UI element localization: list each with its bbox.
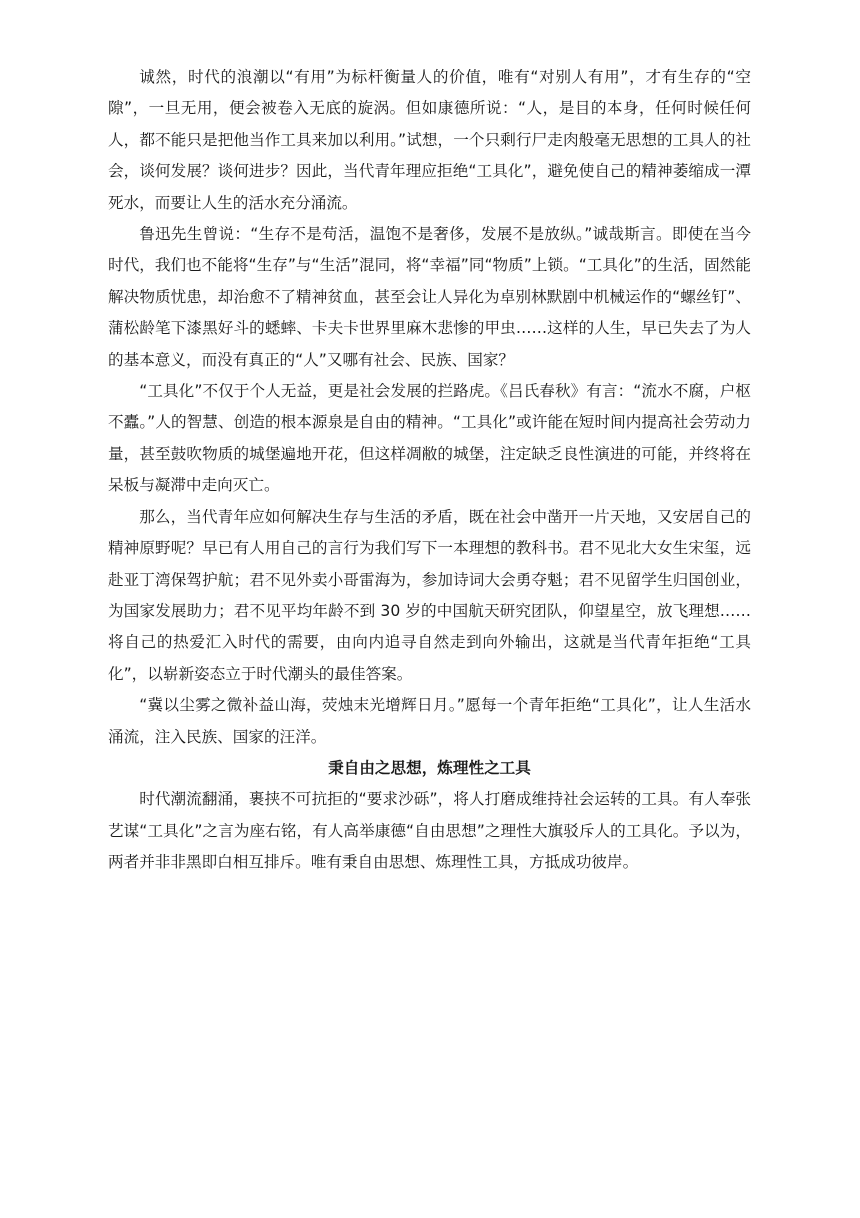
paragraph-instrumental-value: 诚然，时代的浪潮以“有用”为标杆衡量人的价值，唯有“对别人有用”，才有生存的“空隙”，一旦无用，便会被卷入无底的旋涡。但如康德所说：“人，是目的本身，任何时候任何人，都不能只是把他当作工具来加以利用。”试想，一个只剩行尸走肉般毫无思想的工具人的社会，谈何发展？谈何进步？因此，当代青年理应拒绝“工具化”，避免使自己的精神萎缩成一潭死水，而要让人生的活水充分涌流。 [108, 68, 751, 212]
paragraph-conclusion: “冀以尘雾之微补益山海，荧烛末光增辉日月。”愿每一个青年拒绝“工具化”，让人生活水涌流，注入民族、国家的汪洋。 [108, 696, 751, 746]
paragraph-social-obstacle: “工具化”不仅于个人无益，更是社会发展的拦路虎。《吕氏春秋》有言：“流水不腐，户枢不蠹。”人的智慧、创造的根本源泉是自由的精神。“工具化”或许能在短时间内提高社会劳动力量，甚至鼓吹物质的城堡遍地开花，但这样凋敝的城堡，注定缺乏良性演进的可能，并终将在呆板与凝滞中走向灭亡。 [108, 382, 751, 495]
paragraph-role-models: 那么，当代青年应如何解决生存与生活的矛盾，既在社会中凿开一片天地，又安居自己的精神原野呢？早已有人用自己的言行为我们写下一本理想的教科书。君不见北大女生宋玺，远赴亚丁湾保驾护航；君不见外卖小哥雷海为，参加诗词大会勇夺魁；君不见留学生归国创业，为国家发展助力；君不见平均年龄不到 30 岁的中国航天研究团队，仰望星空，放飞理想……将自己的热爱汇入时代的需要，由向内追寻自然走到向外输出，这就是当代青年拒绝“工具化”，以崭新姿态立于时代潮头的最佳答案。 [108, 507, 751, 683]
essay-title: 秉自由之思想，炼理性之工具 [328, 758, 531, 777]
document-page [108, 62, 751, 879]
paragraph-opening: 时代潮流翻涌，裹挟不可抗拒的“要求沙砾”，将人打磨成维持社会运转的工具。有人奉张艺谋“工具化”之言为座右铭，有人高举康德“自由思想”之理性大旗驳斥人的工具化。予以为，两者并非非黑即白相互排斥。唯有秉自由思想、炼理性工具，方抵成功彼岸。 [108, 790, 751, 872]
paragraph-lu-xun-quote: 鲁迅先生曾说：“生存不是苟活，温饱不是奢侈，发展不是放纵。”诚哉斯言。即使在当今时代，我们也不能将“生存”与“生活”混同，将“幸福”同“物质”上锁。“工具化”的生活，固然能解决物质忧患，却治愈不了精神贫血，甚至会让人异化为卓别林默剧中机械运作的“螺丝钉”、蒲松龄笔下漆黑好斗的蟋蟀、卡夫卡世界里麻木悲惨的甲虫……这样的人生，早已失去了为人的基本意义，而没有真正的“人”又哪有社会、民族、国家？ [108, 225, 751, 369]
